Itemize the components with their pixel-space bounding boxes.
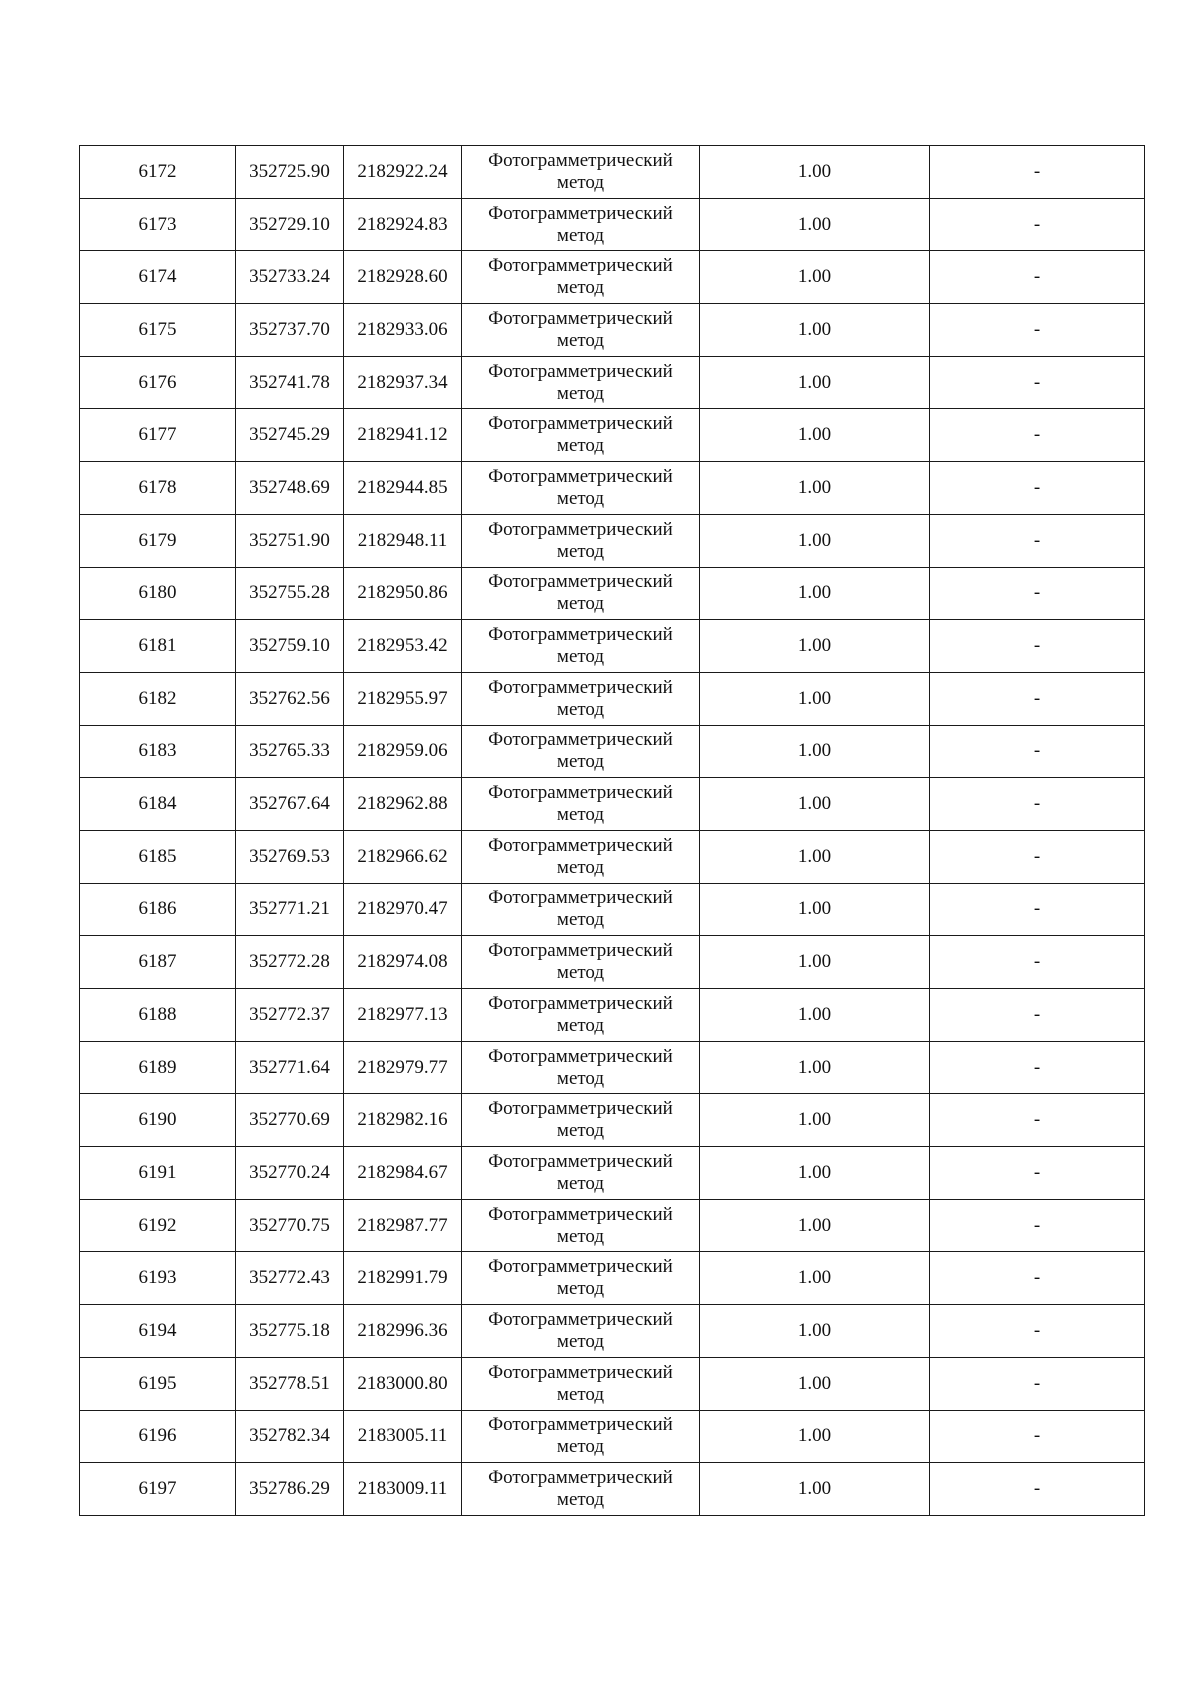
accuracy-cell: 1.00 [700, 672, 930, 725]
method-cell [462, 1410, 700, 1463]
y-coordinate-cell: 2183009.11 [344, 1463, 462, 1516]
accuracy-cell: 1.00 [700, 1041, 930, 1094]
method-line-2: метод [556, 1383, 605, 1405]
point-number-cell: 6185 [80, 830, 236, 883]
y-coordinate-cell: 2182928.60 [344, 251, 462, 304]
table-row [80, 409, 1145, 462]
method-line-1: Фотограмметрический [488, 1203, 673, 1225]
accuracy-cell: 1.00 [700, 1463, 930, 1516]
y-coordinate-cell: 2183000.80 [344, 1357, 462, 1410]
method-cell [462, 1094, 700, 1147]
method-line-1: Фотограмметрический [488, 149, 673, 171]
note-cell: - [930, 936, 1145, 989]
table-row [80, 1094, 1145, 1147]
note-cell: - [930, 462, 1145, 515]
point-number-cell: 6196 [80, 1410, 236, 1463]
method-cell [462, 1305, 700, 1358]
method-line-2: метод [556, 593, 605, 615]
method-cell [462, 146, 700, 199]
y-coordinate-cell: 2182970.47 [344, 883, 462, 936]
method-cell [462, 462, 700, 515]
y-coordinate-cell: 2182977.13 [344, 989, 462, 1042]
point-number-cell: 6176 [80, 356, 236, 409]
method-line-1: Фотограмметрический [488, 624, 673, 646]
method-line-1: Фотограмметрический [488, 887, 673, 909]
method-line-1: Фотограмметрический [488, 1098, 673, 1120]
y-coordinate-cell: 2182944.85 [344, 462, 462, 515]
table-row [80, 1463, 1145, 1516]
method-line-2: метод [556, 1278, 605, 1300]
y-coordinate-cell: 2182984.67 [344, 1147, 462, 1200]
table-row [80, 1252, 1145, 1305]
method-line-2: метод [556, 540, 605, 562]
x-coordinate-cell: 352770.75 [236, 1199, 344, 1252]
point-number-cell: 6191 [80, 1147, 236, 1200]
point-number-cell: 6173 [80, 198, 236, 251]
x-coordinate-cell: 352762.56 [236, 672, 344, 725]
method-cell [462, 936, 700, 989]
x-coordinate-cell: 352748.69 [236, 462, 344, 515]
x-coordinate-cell: 352755.28 [236, 567, 344, 620]
note-cell: - [930, 1252, 1145, 1305]
note-cell: - [930, 1199, 1145, 1252]
method-line-1: Фотограмметрический [488, 1467, 673, 1489]
method-line-2: метод [556, 382, 605, 404]
y-coordinate-cell: 2182924.83 [344, 198, 462, 251]
method-cell [462, 883, 700, 936]
y-coordinate-cell: 2182950.86 [344, 567, 462, 620]
accuracy-cell: 1.00 [700, 778, 930, 831]
method-line-1: Фотограмметрический [488, 1256, 673, 1278]
point-number-cell: 6187 [80, 936, 236, 989]
method-cell [462, 251, 700, 304]
x-coordinate-cell: 352782.34 [236, 1410, 344, 1463]
method-cell [462, 567, 700, 620]
x-coordinate-cell: 352770.69 [236, 1094, 344, 1147]
method-line-2: метод [556, 1014, 605, 1036]
table-row [80, 304, 1145, 357]
note-cell: - [930, 514, 1145, 567]
method-line-2: метод [556, 277, 605, 299]
table-row [80, 146, 1145, 199]
y-coordinate-cell: 2182959.06 [344, 725, 462, 778]
y-coordinate-cell: 2182966.62 [344, 830, 462, 883]
point-number-cell: 6197 [80, 1463, 236, 1516]
point-number-cell: 6186 [80, 883, 236, 936]
method-cell [462, 1357, 700, 1410]
accuracy-cell: 1.00 [700, 304, 930, 357]
x-coordinate-cell: 352759.10 [236, 620, 344, 673]
point-number-cell: 6179 [80, 514, 236, 567]
note-cell: - [930, 830, 1145, 883]
method-line-1: Фотограмметрический [488, 1150, 673, 1172]
accuracy-cell: 1.00 [700, 1199, 930, 1252]
table-row [80, 1357, 1145, 1410]
method-cell [462, 304, 700, 357]
point-number-cell: 6174 [80, 251, 236, 304]
method-line-1: Фотограмметрический [488, 360, 673, 382]
table-row [80, 198, 1145, 251]
point-number-cell: 6194 [80, 1305, 236, 1358]
method-line-1: Фотограмметрический [488, 413, 673, 435]
method-line-2: метод [556, 646, 605, 668]
accuracy-cell: 1.00 [700, 462, 930, 515]
table-row [80, 1410, 1145, 1463]
table-row [80, 989, 1145, 1042]
accuracy-cell: 1.00 [700, 620, 930, 673]
method-line-2: метод [556, 487, 605, 509]
y-coordinate-cell: 2182974.08 [344, 936, 462, 989]
note-cell: - [930, 356, 1145, 409]
table-row [80, 1305, 1145, 1358]
y-coordinate-cell: 2182948.11 [344, 514, 462, 567]
method-line-1: Фотограмметрический [488, 255, 673, 277]
y-coordinate-cell: 2182982.16 [344, 1094, 462, 1147]
note-cell: - [930, 567, 1145, 620]
y-coordinate-cell: 2182991.79 [344, 1252, 462, 1305]
x-coordinate-cell: 352745.29 [236, 409, 344, 462]
method-line-2: метод [556, 751, 605, 773]
method-line-2: метод [556, 435, 605, 457]
method-line-2: метод [556, 856, 605, 878]
accuracy-cell: 1.00 [700, 1357, 930, 1410]
method-cell [462, 198, 700, 251]
table-row [80, 936, 1145, 989]
note-cell: - [930, 198, 1145, 251]
method-line-1: Фотограмметрический [488, 202, 673, 224]
accuracy-cell: 1.00 [700, 1252, 930, 1305]
accuracy-cell: 1.00 [700, 883, 930, 936]
note-cell: - [930, 620, 1145, 673]
method-cell [462, 514, 700, 567]
point-number-cell: 6192 [80, 1199, 236, 1252]
x-coordinate-cell: 352771.21 [236, 883, 344, 936]
coordinates-table [79, 145, 1145, 1516]
point-number-cell: 6189 [80, 1041, 236, 1094]
method-line-1: Фотограмметрический [488, 1045, 673, 1067]
table-row [80, 251, 1145, 304]
method-cell [462, 672, 700, 725]
accuracy-cell: 1.00 [700, 936, 930, 989]
accuracy-cell: 1.00 [700, 356, 930, 409]
method-line-1: Фотограмметрический [488, 729, 673, 751]
method-line-2: метод [556, 1489, 605, 1511]
point-number-cell: 6180 [80, 567, 236, 620]
table-row [80, 1041, 1145, 1094]
table-row [80, 514, 1145, 567]
accuracy-cell: 1.00 [700, 251, 930, 304]
y-coordinate-cell: 2182922.24 [344, 146, 462, 199]
x-coordinate-cell: 352767.64 [236, 778, 344, 831]
point-number-cell: 6181 [80, 620, 236, 673]
x-coordinate-cell: 352765.33 [236, 725, 344, 778]
point-number-cell: 6183 [80, 725, 236, 778]
method-line-2: метод [556, 224, 605, 246]
method-line-1: Фотограмметрический [488, 676, 673, 698]
method-cell [462, 1463, 700, 1516]
note-cell: - [930, 1094, 1145, 1147]
x-coordinate-cell: 352772.43 [236, 1252, 344, 1305]
method-line-1: Фотограмметрический [488, 1414, 673, 1436]
method-line-2: метод [556, 329, 605, 351]
y-coordinate-cell: 2182996.36 [344, 1305, 462, 1358]
y-coordinate-cell: 2182941.12 [344, 409, 462, 462]
note-cell: - [930, 725, 1145, 778]
y-coordinate-cell: 2182937.34 [344, 356, 462, 409]
method-cell [462, 409, 700, 462]
table-row [80, 620, 1145, 673]
x-coordinate-cell: 352786.29 [236, 1463, 344, 1516]
accuracy-cell: 1.00 [700, 198, 930, 251]
method-line-2: метод [556, 1225, 605, 1247]
point-number-cell: 6193 [80, 1252, 236, 1305]
accuracy-cell: 1.00 [700, 830, 930, 883]
accuracy-cell: 1.00 [700, 1147, 930, 1200]
method-line-1: Фотограмметрический [488, 465, 673, 487]
table-row [80, 725, 1145, 778]
accuracy-cell: 1.00 [700, 1094, 930, 1147]
point-number-cell: 6182 [80, 672, 236, 725]
note-cell: - [930, 883, 1145, 936]
table-row [80, 883, 1145, 936]
note-cell: - [930, 146, 1145, 199]
x-coordinate-cell: 352741.78 [236, 356, 344, 409]
table-row [80, 1147, 1145, 1200]
x-coordinate-cell: 352770.24 [236, 1147, 344, 1200]
x-coordinate-cell: 352775.18 [236, 1305, 344, 1358]
y-coordinate-cell: 2182979.77 [344, 1041, 462, 1094]
method-cell [462, 830, 700, 883]
point-number-cell: 6190 [80, 1094, 236, 1147]
method-line-2: метод [556, 1436, 605, 1458]
method-line-2: метод [556, 1120, 605, 1142]
point-number-cell: 6177 [80, 409, 236, 462]
method-cell [462, 989, 700, 1042]
table-row [80, 830, 1145, 883]
method-cell [462, 1147, 700, 1200]
method-cell [462, 1199, 700, 1252]
method-cell [462, 725, 700, 778]
note-cell: - [930, 1463, 1145, 1516]
table-row [80, 356, 1145, 409]
method-line-1: Фотограмметрический [488, 992, 673, 1014]
note-cell: - [930, 989, 1145, 1042]
method-line-2: метод [556, 804, 605, 826]
method-line-1: Фотограмметрический [488, 940, 673, 962]
y-coordinate-cell: 2182955.97 [344, 672, 462, 725]
method-cell [462, 620, 700, 673]
accuracy-cell: 1.00 [700, 567, 930, 620]
note-cell: - [930, 1357, 1145, 1410]
method-line-1: Фотограмметрический [488, 834, 673, 856]
note-cell: - [930, 1041, 1145, 1094]
x-coordinate-cell: 352778.51 [236, 1357, 344, 1410]
x-coordinate-cell: 352772.37 [236, 989, 344, 1042]
note-cell: - [930, 778, 1145, 831]
table-row [80, 1199, 1145, 1252]
accuracy-cell: 1.00 [700, 989, 930, 1042]
point-number-cell: 6184 [80, 778, 236, 831]
x-coordinate-cell: 352725.90 [236, 146, 344, 199]
method-line-2: метод [556, 171, 605, 193]
accuracy-cell: 1.00 [700, 146, 930, 199]
accuracy-cell: 1.00 [700, 1410, 930, 1463]
method-cell [462, 1252, 700, 1305]
x-coordinate-cell: 352729.10 [236, 198, 344, 251]
point-number-cell: 6175 [80, 304, 236, 357]
point-number-cell: 6178 [80, 462, 236, 515]
method-line-1: Фотограмметрический [488, 518, 673, 540]
method-line-2: метод [556, 1067, 605, 1089]
table-row [80, 778, 1145, 831]
note-cell: - [930, 1147, 1145, 1200]
x-coordinate-cell: 352737.70 [236, 304, 344, 357]
method-line-2: метод [556, 962, 605, 984]
y-coordinate-cell: 2182953.42 [344, 620, 462, 673]
point-number-cell: 6195 [80, 1357, 236, 1410]
note-cell: - [930, 1305, 1145, 1358]
method-cell [462, 356, 700, 409]
table-row [80, 567, 1145, 620]
y-coordinate-cell: 2182962.88 [344, 778, 462, 831]
method-cell [462, 778, 700, 831]
x-coordinate-cell: 352733.24 [236, 251, 344, 304]
method-line-1: Фотограмметрический [488, 1308, 673, 1330]
x-coordinate-cell: 352772.28 [236, 936, 344, 989]
x-coordinate-cell: 352769.53 [236, 830, 344, 883]
y-coordinate-cell: 2182933.06 [344, 304, 462, 357]
note-cell: - [930, 409, 1145, 462]
y-coordinate-cell: 2183005.11 [344, 1410, 462, 1463]
x-coordinate-cell: 352771.64 [236, 1041, 344, 1094]
method-line-1: Фотограмметрический [488, 307, 673, 329]
note-cell: - [930, 1410, 1145, 1463]
accuracy-cell: 1.00 [700, 725, 930, 778]
method-line-1: Фотограмметрический [488, 782, 673, 804]
note-cell: - [930, 251, 1145, 304]
table-row [80, 462, 1145, 515]
x-coordinate-cell: 352751.90 [236, 514, 344, 567]
method-line-2: метод [556, 1172, 605, 1194]
point-number-cell: 6188 [80, 989, 236, 1042]
table-body [80, 146, 1145, 1516]
accuracy-cell: 1.00 [700, 514, 930, 567]
note-cell: - [930, 304, 1145, 357]
method-cell [462, 1041, 700, 1094]
y-coordinate-cell: 2182987.77 [344, 1199, 462, 1252]
method-line-2: метод [556, 909, 605, 931]
method-line-2: метод [556, 698, 605, 720]
point-number-cell: 6172 [80, 146, 236, 199]
accuracy-cell: 1.00 [700, 409, 930, 462]
method-line-1: Фотограмметрический [488, 1361, 673, 1383]
accuracy-cell: 1.00 [700, 1305, 930, 1358]
method-line-1: Фотограмметрический [488, 571, 673, 593]
note-cell: - [930, 672, 1145, 725]
table-row [80, 672, 1145, 725]
method-line-2: метод [556, 1330, 605, 1352]
